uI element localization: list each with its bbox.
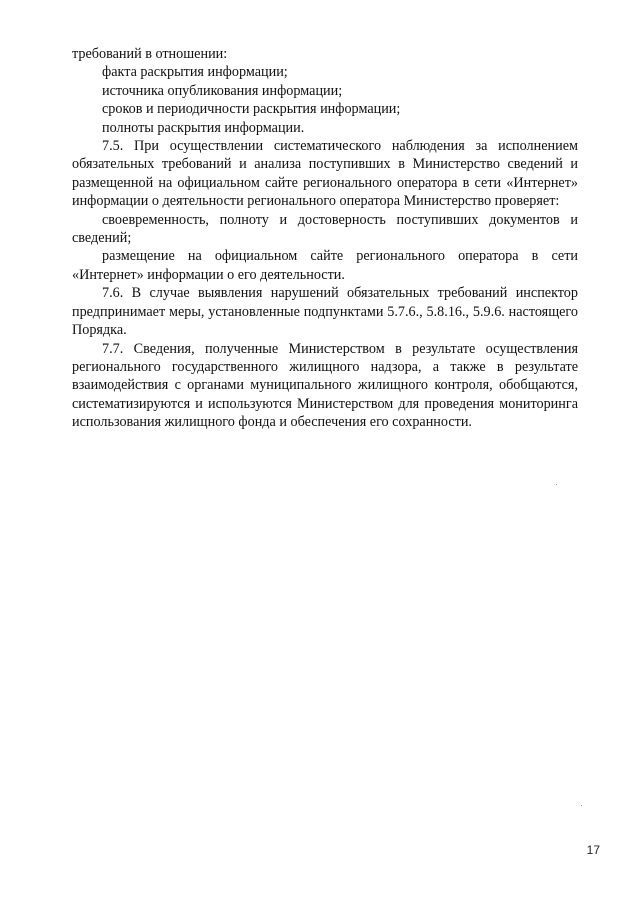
scan-speck bbox=[556, 484, 557, 485]
paragraph-7-5: 7.5. При осуществлении систематического наблюдения за исполнением обязательных требований и анализа поступивших в Министерство сведений и размещенной на официальном сайте регионального оператора в сети «Интернет» информации о деятельности регионального оператора Министерство проверяет: bbox=[72, 138, 578, 210]
paragraph-7-7: 7.7. Сведения, полученные Министерством в результате осуществления регионального государственного жилищного надзора, а также в результате взаимодействия с органами муниципального жилищного контроля, обобщаются, систематизируются и используются Министерством для проведения мониторинга использования жилищного фонда и обеспечения его сохранности. bbox=[72, 340, 578, 431]
list-item: факта раскрытия информации; bbox=[102, 64, 288, 81]
document-body bbox=[72, 45, 578, 432]
list-item: сроков и периодичности раскрытия информации; bbox=[102, 101, 401, 118]
list-item: источника опубликования информации; bbox=[102, 82, 343, 99]
scan-speck bbox=[581, 805, 582, 806]
intro-line: требований в отношении: bbox=[72, 46, 228, 62]
paragraph-7-5-item-a: своевременность, полноту и достоверность поступивших документов и сведений; bbox=[72, 211, 578, 247]
page-number: 17 bbox=[586, 843, 600, 857]
paragraph-7-6: 7.6. В случае выявления нарушений обязательных требований инспектор предпринимает меры, установленные подпунктами 5.7.6., 5.8.16., 5.9.6. настоящего Порядка. bbox=[72, 285, 578, 339]
paragraph-7-5-item-b: размещение на официальном сайте регионального оператора в сети «Интернет» информации о его деятельности. bbox=[72, 248, 578, 283]
list-item: полноты раскрытия информации. bbox=[102, 119, 305, 136]
